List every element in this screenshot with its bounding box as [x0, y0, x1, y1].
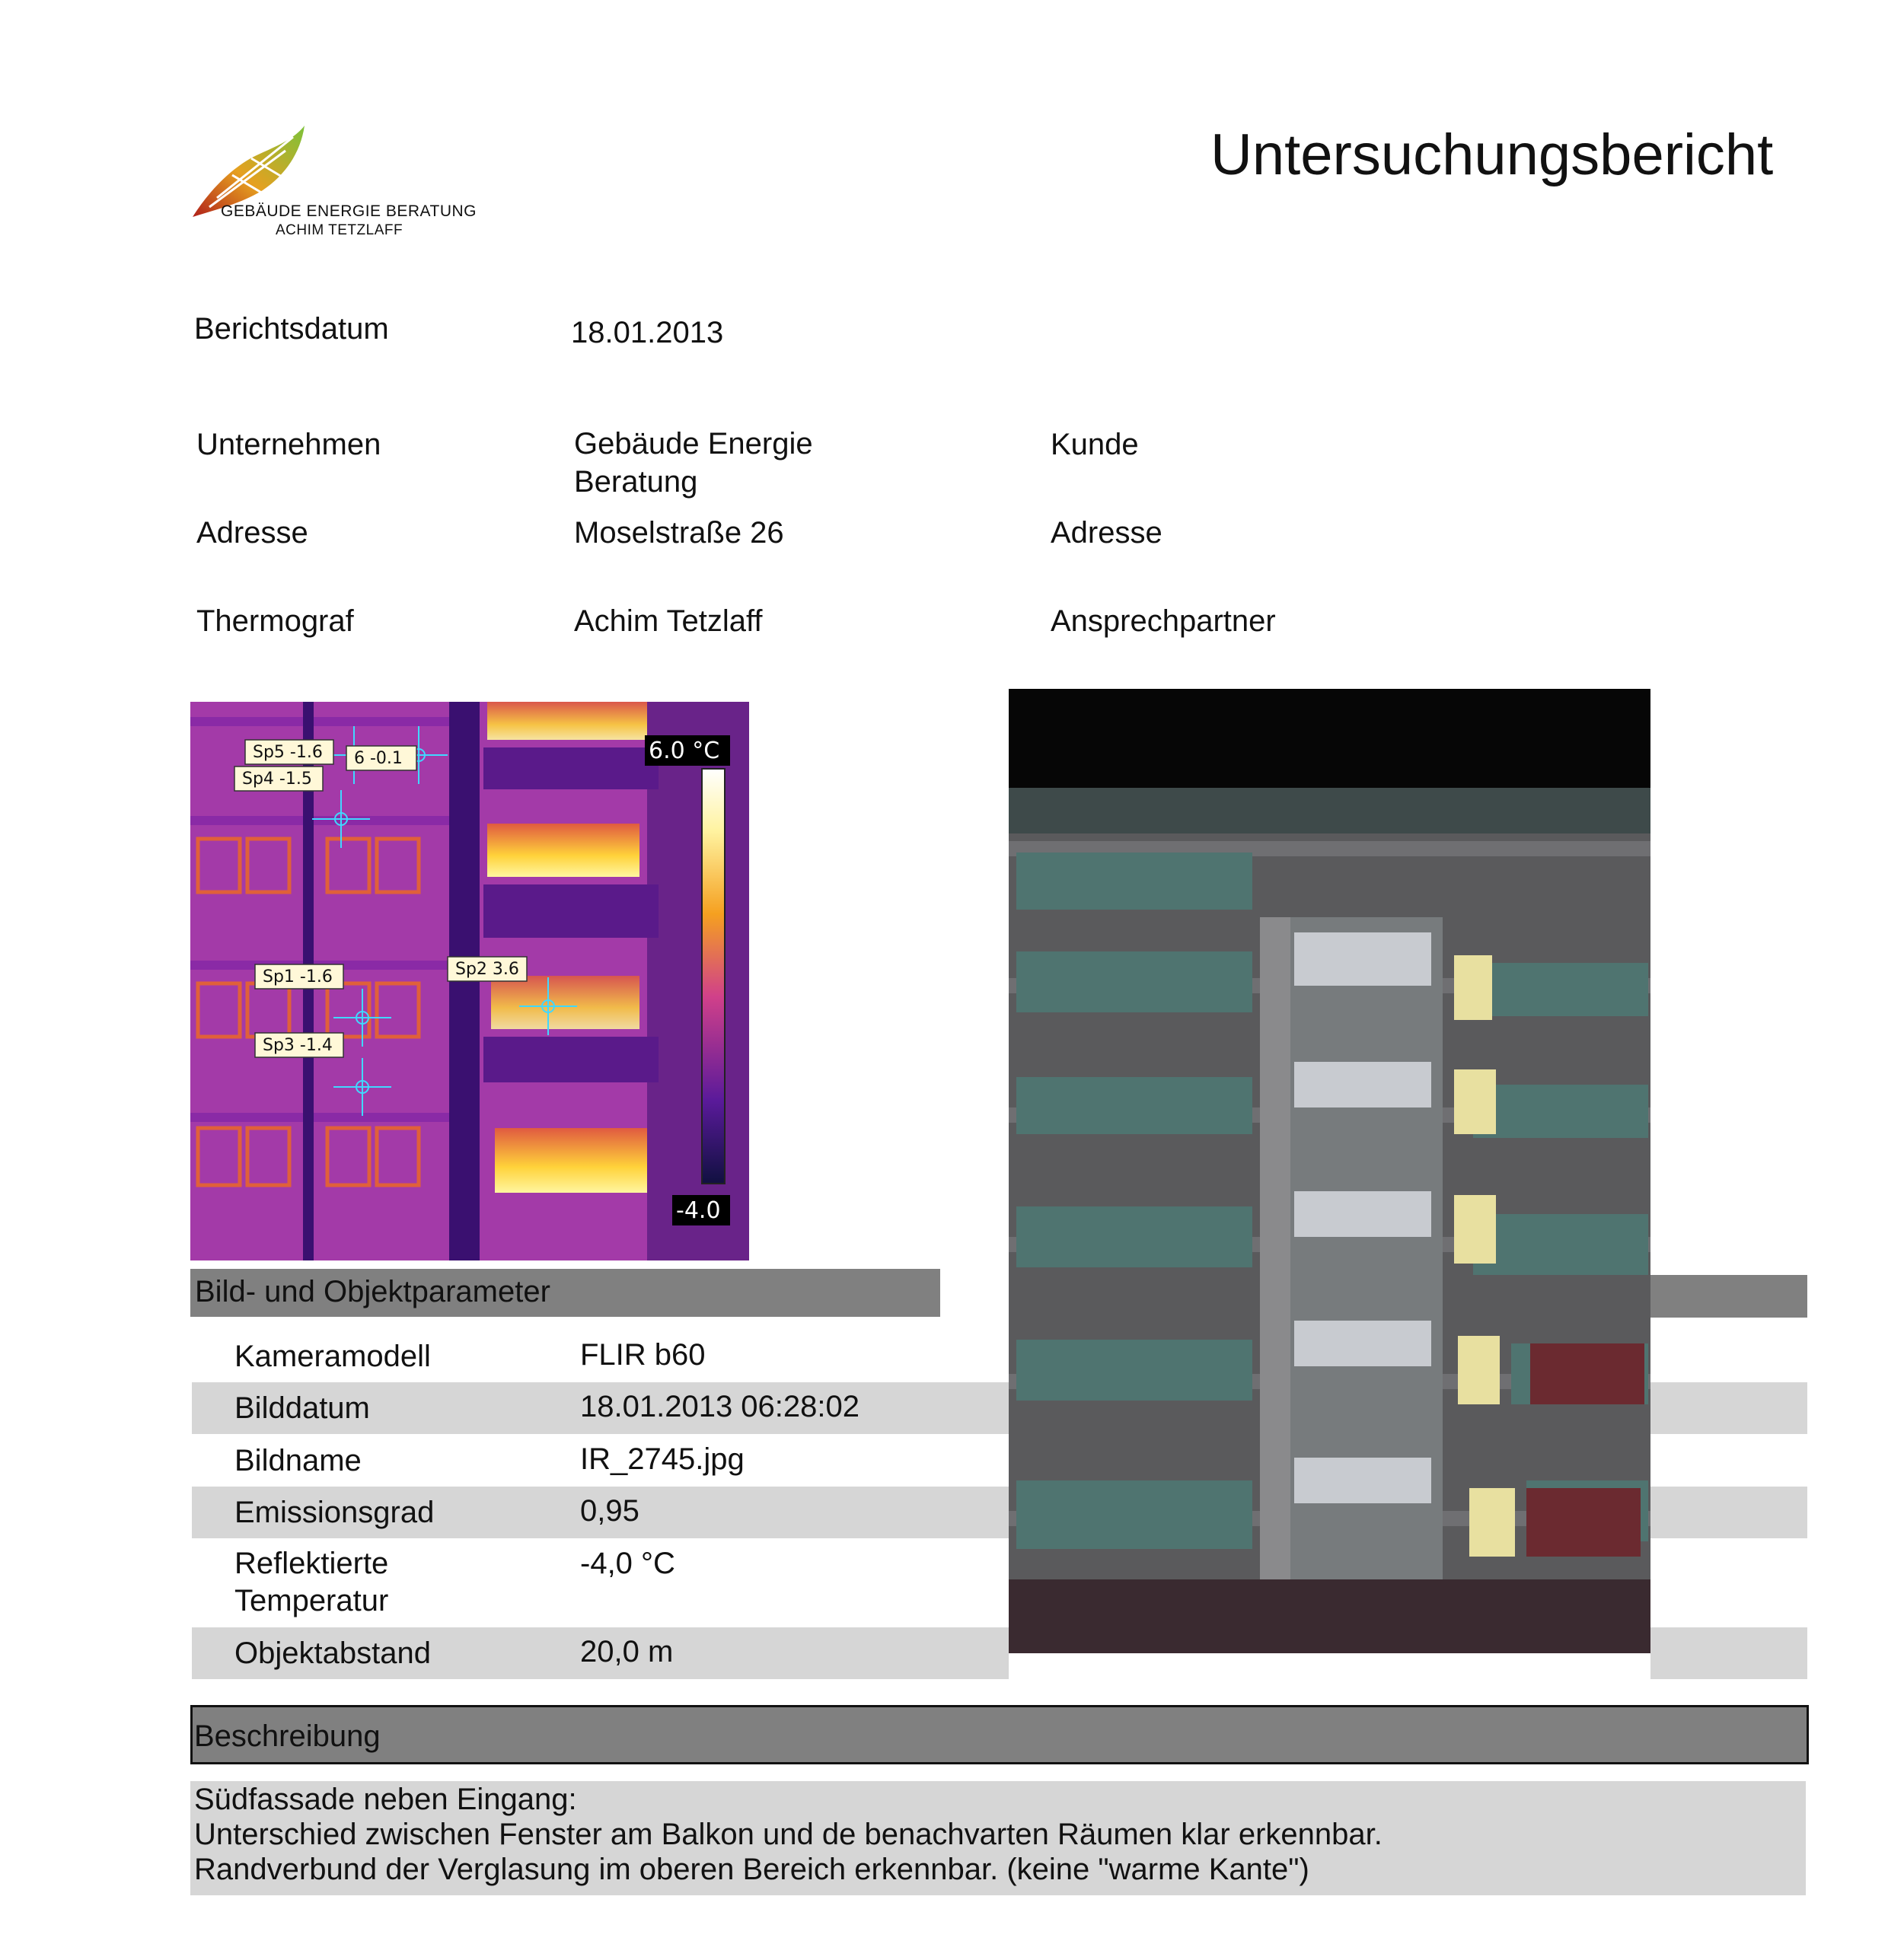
- company-address-value: Moselstraße 26: [574, 516, 784, 550]
- param-label-camera: Kameramodell: [234, 1340, 431, 1373]
- param-label-emissivity: Emissionsgrad: [234, 1496, 435, 1529]
- param-value-image-name: IR_2745.jpg: [580, 1442, 745, 1476]
- company-label: Unternehmen: [196, 428, 381, 461]
- logo-text-line1: GEBÄUDE ENERGIE BERATUNG: [221, 202, 477, 220]
- spot-label: [448, 957, 527, 981]
- scale-max-label: 6.0 °C: [649, 738, 720, 764]
- params-header-band: [190, 1269, 940, 1317]
- spot-label: [255, 1033, 343, 1057]
- spot-label: [234, 766, 323, 791]
- report-date-value: 18.01.2013: [571, 316, 724, 349]
- customer-label: Kunde: [1051, 428, 1139, 461]
- description-header: Beschreibung: [194, 1719, 381, 1753]
- svg-text:6 -0.1: 6 -0.1: [354, 749, 403, 768]
- description-header-band: [190, 1705, 1809, 1764]
- param-label-object-distance: Objektabstand: [234, 1637, 431, 1670]
- param-value-camera: FLIR b60: [580, 1338, 706, 1372]
- param-label-image-name: Bildname: [234, 1444, 362, 1477]
- company-address-label: Adresse: [196, 516, 308, 550]
- param-row-bg-right: [1650, 1382, 1807, 1434]
- logo-text-line2: ACHIM TETZLAFF: [276, 222, 403, 238]
- param-value-emissivity: 0,95: [580, 1494, 639, 1528]
- param-row-bg-right: [1650, 1487, 1807, 1538]
- svg-text:Sp1 -1.6: Sp1 -1.6: [263, 967, 333, 986]
- building-photo: [1009, 689, 1650, 1653]
- description-line-1: Südfassade neben Eingang:: [194, 1783, 577, 1816]
- svg-text:Sp3 -1.4: Sp3 -1.4: [263, 1036, 333, 1055]
- param-value-image-date: 18.01.2013 06:28:02: [580, 1390, 860, 1423]
- spot-label: [245, 740, 333, 764]
- customer-address-label: Adresse: [1051, 516, 1162, 550]
- scale-min-label: -4.0: [676, 1197, 721, 1224]
- params-header: Bild- und Objektparameter: [195, 1275, 550, 1308]
- report-date-label: Berichtsdatum: [194, 312, 389, 346]
- company-value: Gebäude Energie Beratung: [574, 427, 813, 499]
- spot-label: [346, 746, 416, 770]
- svg-text:Sp4 -1.5: Sp4 -1.5: [242, 770, 312, 789]
- param-value-reflected-temperature: -4,0 °C: [580, 1547, 675, 1580]
- svg-text:Sp2 3.6: Sp2 3.6: [455, 960, 519, 979]
- param-label-image-date: Bilddatum: [234, 1391, 370, 1425]
- spot-label: [255, 964, 343, 989]
- thermal-image: [190, 702, 749, 1260]
- svg-text:Sp5 -1.6: Sp5 -1.6: [253, 743, 323, 762]
- params-header-band-right: [1650, 1275, 1807, 1318]
- param-row-bg-right: [1650, 1627, 1807, 1679]
- description-line-2: Unterschied zwischen Fenster am Balkon und de benachvarten Räumen klar erkennbar.: [194, 1818, 1383, 1851]
- thermographer-label: Thermograf: [196, 604, 354, 638]
- param-value-object-distance: 20,0 m: [580, 1635, 674, 1668]
- description-box: [190, 1781, 1806, 1895]
- param-label-reflected-temperature: Reflektierte Temperatur: [234, 1547, 389, 1617]
- description-line-3: Randverbund der Verglasung im oberen Bereich erkennbar. (keine "warme Kante"): [194, 1853, 1309, 1886]
- thermographer-value: Achim Tetzlaff: [574, 604, 763, 638]
- contact-person-label: Ansprechpartner: [1051, 604, 1276, 638]
- page-title: Untersuchungsbericht: [1210, 123, 1774, 187]
